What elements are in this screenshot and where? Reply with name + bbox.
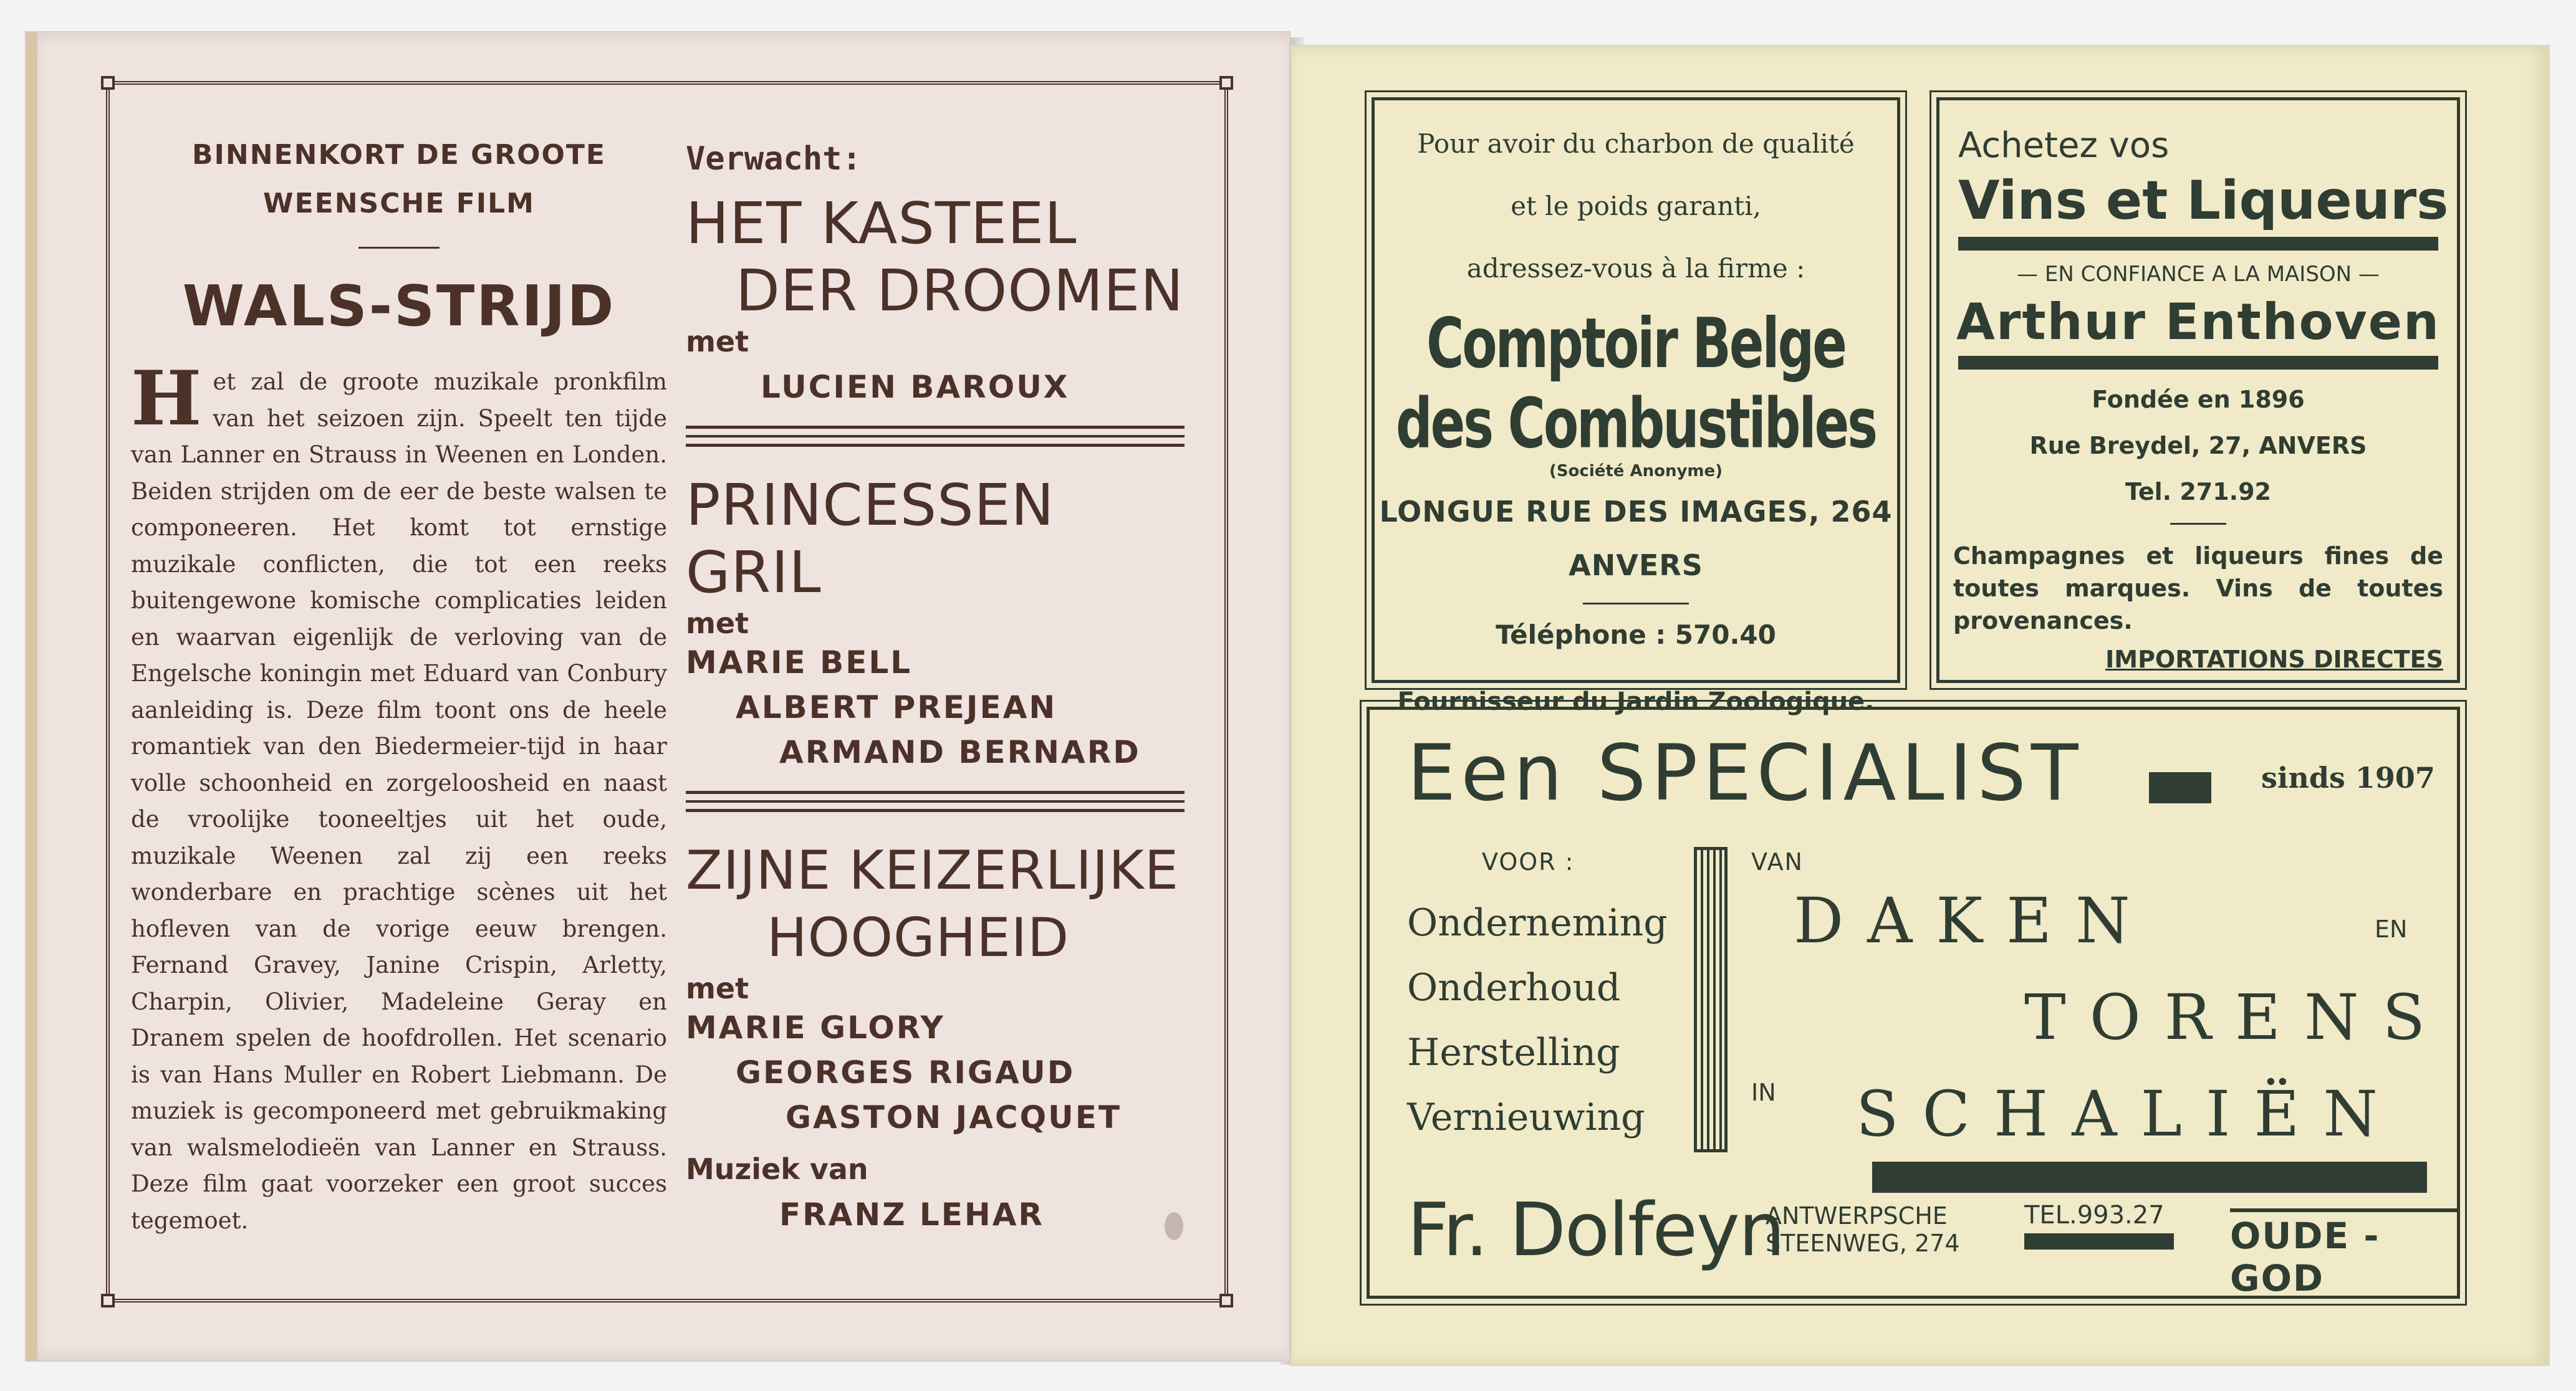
divider	[1583, 603, 1689, 605]
actor-name: MARIE BELL	[686, 644, 913, 681]
ad-word: SCHALIËN	[1856, 1078, 2401, 1150]
city: ANVERS	[1569, 548, 1703, 582]
divider	[686, 426, 1185, 447]
legal-form: (Société Anonyme)	[1549, 462, 1723, 480]
film-title: HET KASTEEL	[686, 190, 1077, 257]
ad-description: Champagnes et liqueurs fines de toutes marques. Vins de toutes provenances.	[1953, 542, 2443, 634]
company-name: Comptoir Belge des Combustibles	[1395, 304, 1877, 464]
phone: TEL.993.27	[2024, 1201, 2165, 1230]
for-label: VOOR :	[1482, 848, 1575, 876]
film-description	[131, 355, 667, 1239]
actor-name: GEORGES RIGAUD	[736, 1054, 1075, 1091]
music-label: Muziek van	[686, 1152, 868, 1186]
house-name: Arthur Enthoven	[1956, 293, 2440, 351]
with-label: met	[686, 325, 749, 358]
divider	[2170, 523, 2226, 525]
company-name: Fr. Dolfeyn	[1407, 1187, 1784, 1273]
founded: Fondée en 1896	[2092, 386, 2305, 413]
film-title: HOOGHEID	[767, 907, 1070, 969]
actor-name: MARIE GLORY	[686, 1010, 945, 1046]
page-edge	[26, 32, 37, 1360]
coming-films	[686, 140, 1185, 1237]
decorative-bar	[1872, 1162, 2427, 1193]
ad-tagline: — EN CONFIANCE A LA MAISON —	[2017, 262, 2380, 287]
imports-note: IMPORTATIONS DIRECTES	[2105, 646, 2443, 673]
ad-text: et le poids garanti,	[1511, 191, 1761, 221]
film-announcement	[131, 131, 667, 1239]
divider	[358, 247, 440, 249]
ad-coal	[1372, 97, 1900, 716]
address	[1766, 1202, 1960, 1257]
of-label: VAN	[1751, 848, 1804, 876]
with-label: met	[686, 972, 749, 1005]
ad-headline: Vins et Liqueurs	[1958, 170, 2449, 232]
actor-name: ARMAND BERNARD	[779, 734, 1141, 770]
service-item: Onderneming	[1407, 901, 1668, 945]
film-title: ZIJNE KEIZERLIJKE	[686, 839, 1180, 902]
frame-corner	[1219, 1294, 1233, 1307]
decorative-bar	[2024, 1233, 2174, 1250]
decorative-block	[2149, 772, 2211, 803]
ad-word: TORENS	[2024, 981, 2449, 1054]
right-page	[1290, 45, 2550, 1366]
composer-name: FRANZ LEHAR	[779, 1197, 1044, 1233]
since-year: sinds 1907	[2261, 761, 2435, 795]
ad-wine	[1936, 97, 2460, 683]
frame-corner	[101, 1294, 115, 1307]
divider	[1958, 356, 2438, 370]
address: LONGUE RUE DES IMAGES, 264	[1379, 495, 1893, 528]
frame-corner	[1219, 76, 1233, 90]
paper-stain	[1165, 1212, 1183, 1240]
supplier-note: Fournisseur du Jardin Zoologique.	[1397, 687, 1875, 716]
ad-headline: Een SPECIALIST	[1407, 729, 2083, 818]
actor-name: ALBERT PREJEAN	[736, 689, 1057, 725]
divider	[686, 791, 1185, 812]
ad-word: DAKEN	[1794, 884, 2154, 957]
actor-name: LUCIEN BAROUX	[761, 369, 1070, 405]
with-label: met	[686, 606, 749, 640]
service-list	[1407, 891, 1668, 1150]
address: Rue Breydel, 27, ANVERS	[2029, 432, 2367, 459]
film-title: DER DROOMEN	[736, 257, 1185, 324]
actor-name: GASTON JACQUET	[786, 1099, 1122, 1135]
address-line: ANTWERPSCHE	[1766, 1202, 1948, 1230]
frame-corner	[101, 76, 115, 90]
and-label: EN	[2375, 915, 2408, 943]
address-line: STEENWEG, 274	[1766, 1230, 1960, 1257]
service-item: Herstelling	[1407, 1031, 1620, 1074]
ad-text: adressez-vous à la firme :	[1466, 253, 1805, 284]
ad-roofing	[1367, 707, 2460, 1299]
service-item: Onderhoud	[1407, 966, 1621, 1010]
phone: Téléphone : 570.40	[1496, 619, 1776, 650]
phone: Tel. 271.92	[2125, 478, 2271, 505]
film-title: PRINCESSEN GRIL	[686, 472, 1055, 606]
description-text: et zal de groote muzikale pronkfilm van het seizoen zijn. Speelt ten tijde van Lanner en Strauss in Weenen en Londen. Beiden strijden om de eer de beste walsen te componeeren. Het komt tot ernstige muzikale conflicten, die tot een reeks buitengewone komische complicaties leiden en waarvan eigenlijk de verloving van de Engelsche koningin met Eduard van Conbury aanleiding is. Deze film toont ons de heele romantiek van den Biedermeier-tijd in haar volle schoonheid en zorgeloosheid en naast de vroolijke tooneeltjes uit het oude, muzikale Weenen zal zij een reeks wonderbare en prachtige scènes uit het hofleven van de vorige eeuw brengen. Fernand Gravey, Janine Crispin, Arletty, Charpin, Olivier, Madeleine Geray en Dranem spelen de hoofdrollen. Het scenario is van Hans Muller en Robert Liebmann. De muziek is gecomponeerd met gebruikmaking van walsmelodieën van Lanner en Strauss. Deze film gaat voorzeker een groot succes tegemoet.	[131, 368, 667, 1234]
announce-line: BINNENKORT DE GROOTE	[192, 139, 606, 171]
ad-intro: Achetez vos	[1958, 125, 2170, 166]
announce-line: WEENSCHE FILM	[263, 188, 535, 219]
service-item: Vernieuwing	[1407, 1096, 1645, 1139]
decorative-pillar	[1694, 847, 1728, 1152]
place-name: OUDE - GOD	[2230, 1208, 2457, 1299]
divider	[1958, 237, 2438, 251]
in-label: IN	[1751, 1079, 1776, 1106]
drop-cap: H	[131, 355, 202, 442]
expected-label: Verwacht:	[686, 140, 862, 178]
film-title: WALS-STRIJD	[182, 274, 616, 339]
ad-text: Pour avoir du charbon de qualité	[1417, 128, 1855, 159]
